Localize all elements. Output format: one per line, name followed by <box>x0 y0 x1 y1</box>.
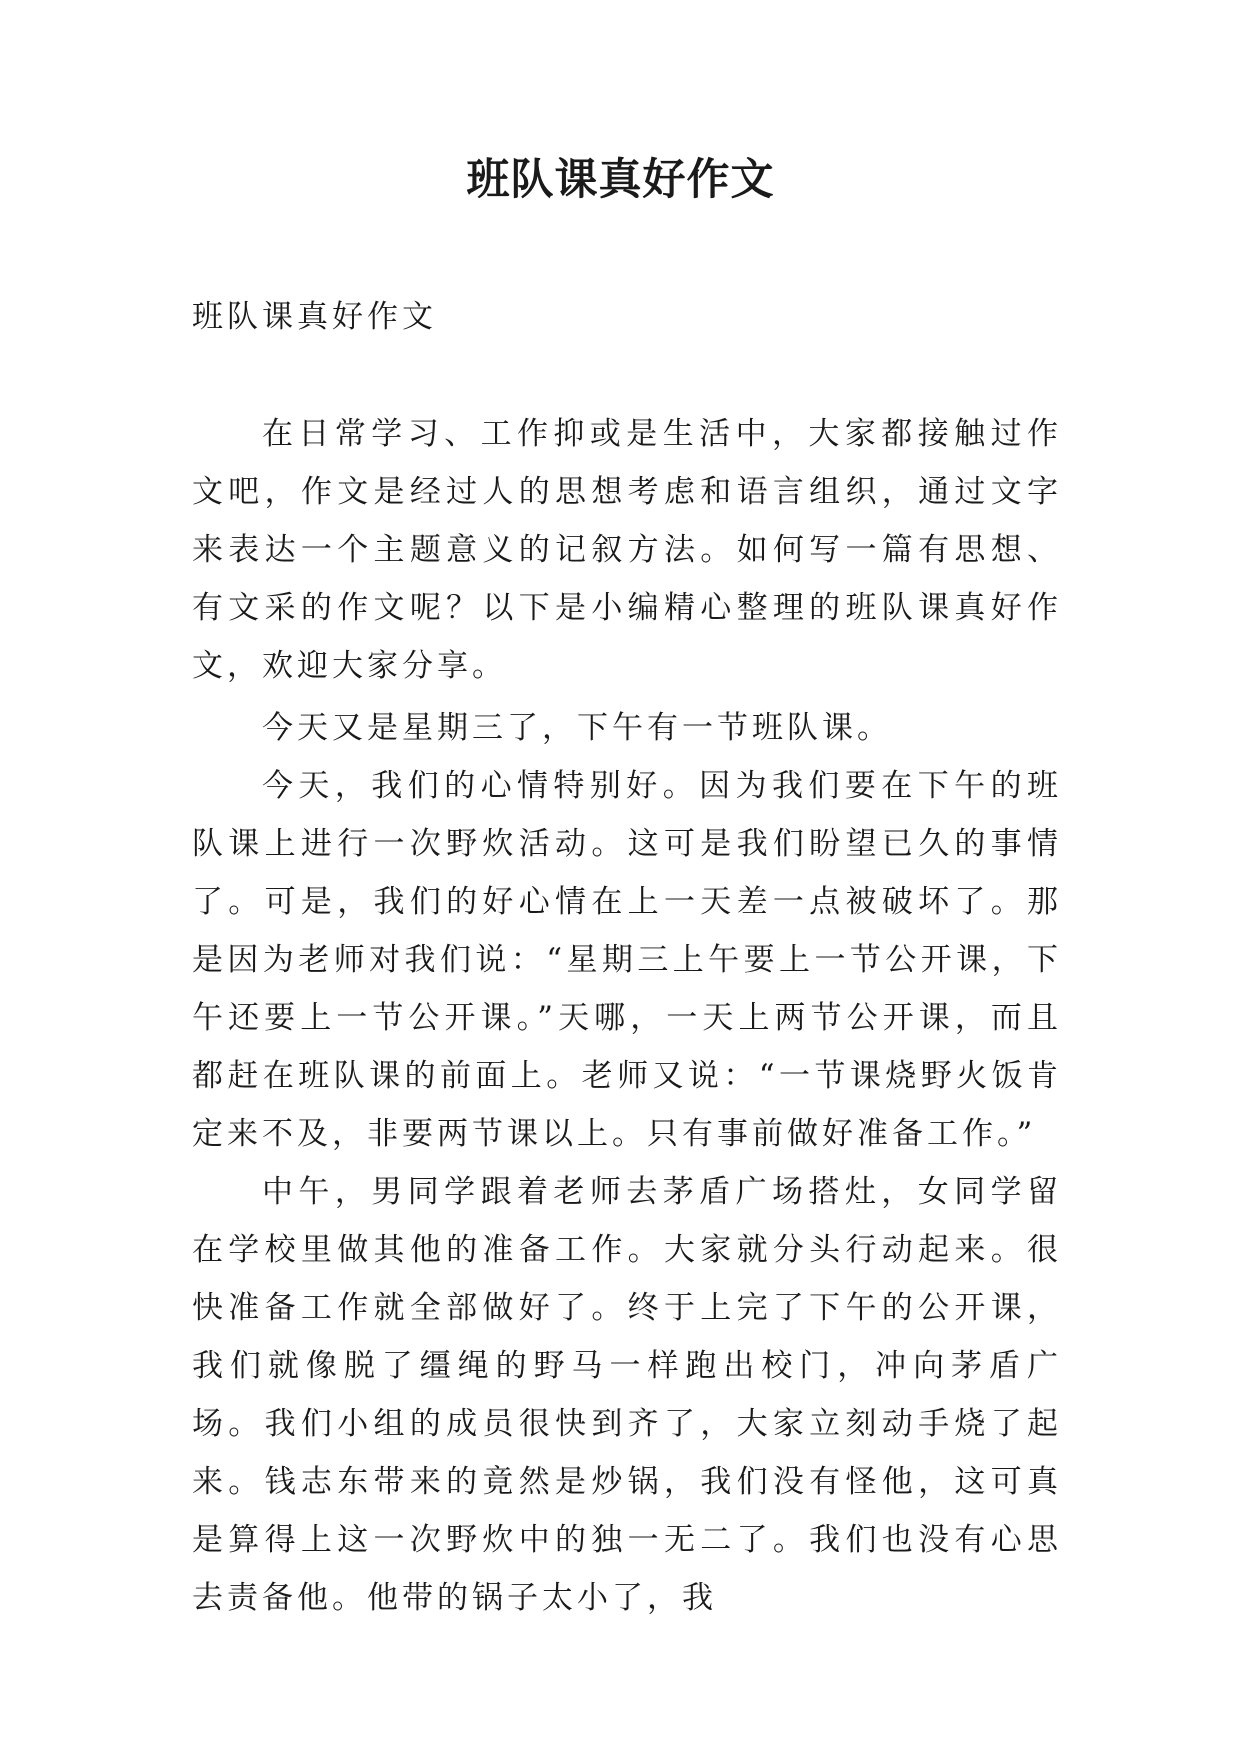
essay-paragraph-2: 今天，我们的心情特别好。因为我们要在下午的班队课上进行一次野炊活动。这可是我们盼望已久的事情了。可是，我们的好心情在上一天差一点被破坏了。那是因为老师对我们说：“星期三上午要上一节公开课，下午还要上一节公开课。”天哪，一天上两节公开课，而且都赶在班队课的前面上。老师又说：“一节课烧野火饭肯定来不及，非要两节课以上。只有事前做好准备工作。” <box>192 768 1062 1152</box>
document-title: 班队课真好作文 <box>466 155 775 205</box>
essay-paragraph-3: 中午，男同学跟着老师去茅盾广场搭灶，女同学留在学校里做其他的准备工作。大家就分头行动起来。很快准备工作就全部做好了。终于上完了下午的公开课，我们就像脱了缰绳的野马一样跑出校门，冲向茅盾广场。我们小组的成员很快到齐了，大家立刻动手烧了起来。钱志东带来的竟然是炒锅，我们没有怪他，这可真是算得上这一次野炊中的独一无二了。我们也没有心思去责备他。他带的锅子太小了，我 <box>192 1174 1062 1616</box>
subtitle-text: 班队课真好作文 <box>192 299 437 335</box>
document-subtitle <box>192 288 1062 346</box>
essay-body <box>192 699 1062 1627</box>
intro-section <box>192 405 1062 695</box>
intro-paragraph: 在日常学习、工作抑或是生活中，大家都接触过作文吧，作文是经过人的思想考虑和语言组织，通过文字来表达一个主题意义的记叙方法。如何写一篇有思想、有文采的作文呢？以下是小编精心整理的班队课真好作文，欢迎大家分享。 <box>192 416 1062 684</box>
essay-paragraph-1: 今天又是星期三了，下午有一节班队课。 <box>262 710 892 746</box>
